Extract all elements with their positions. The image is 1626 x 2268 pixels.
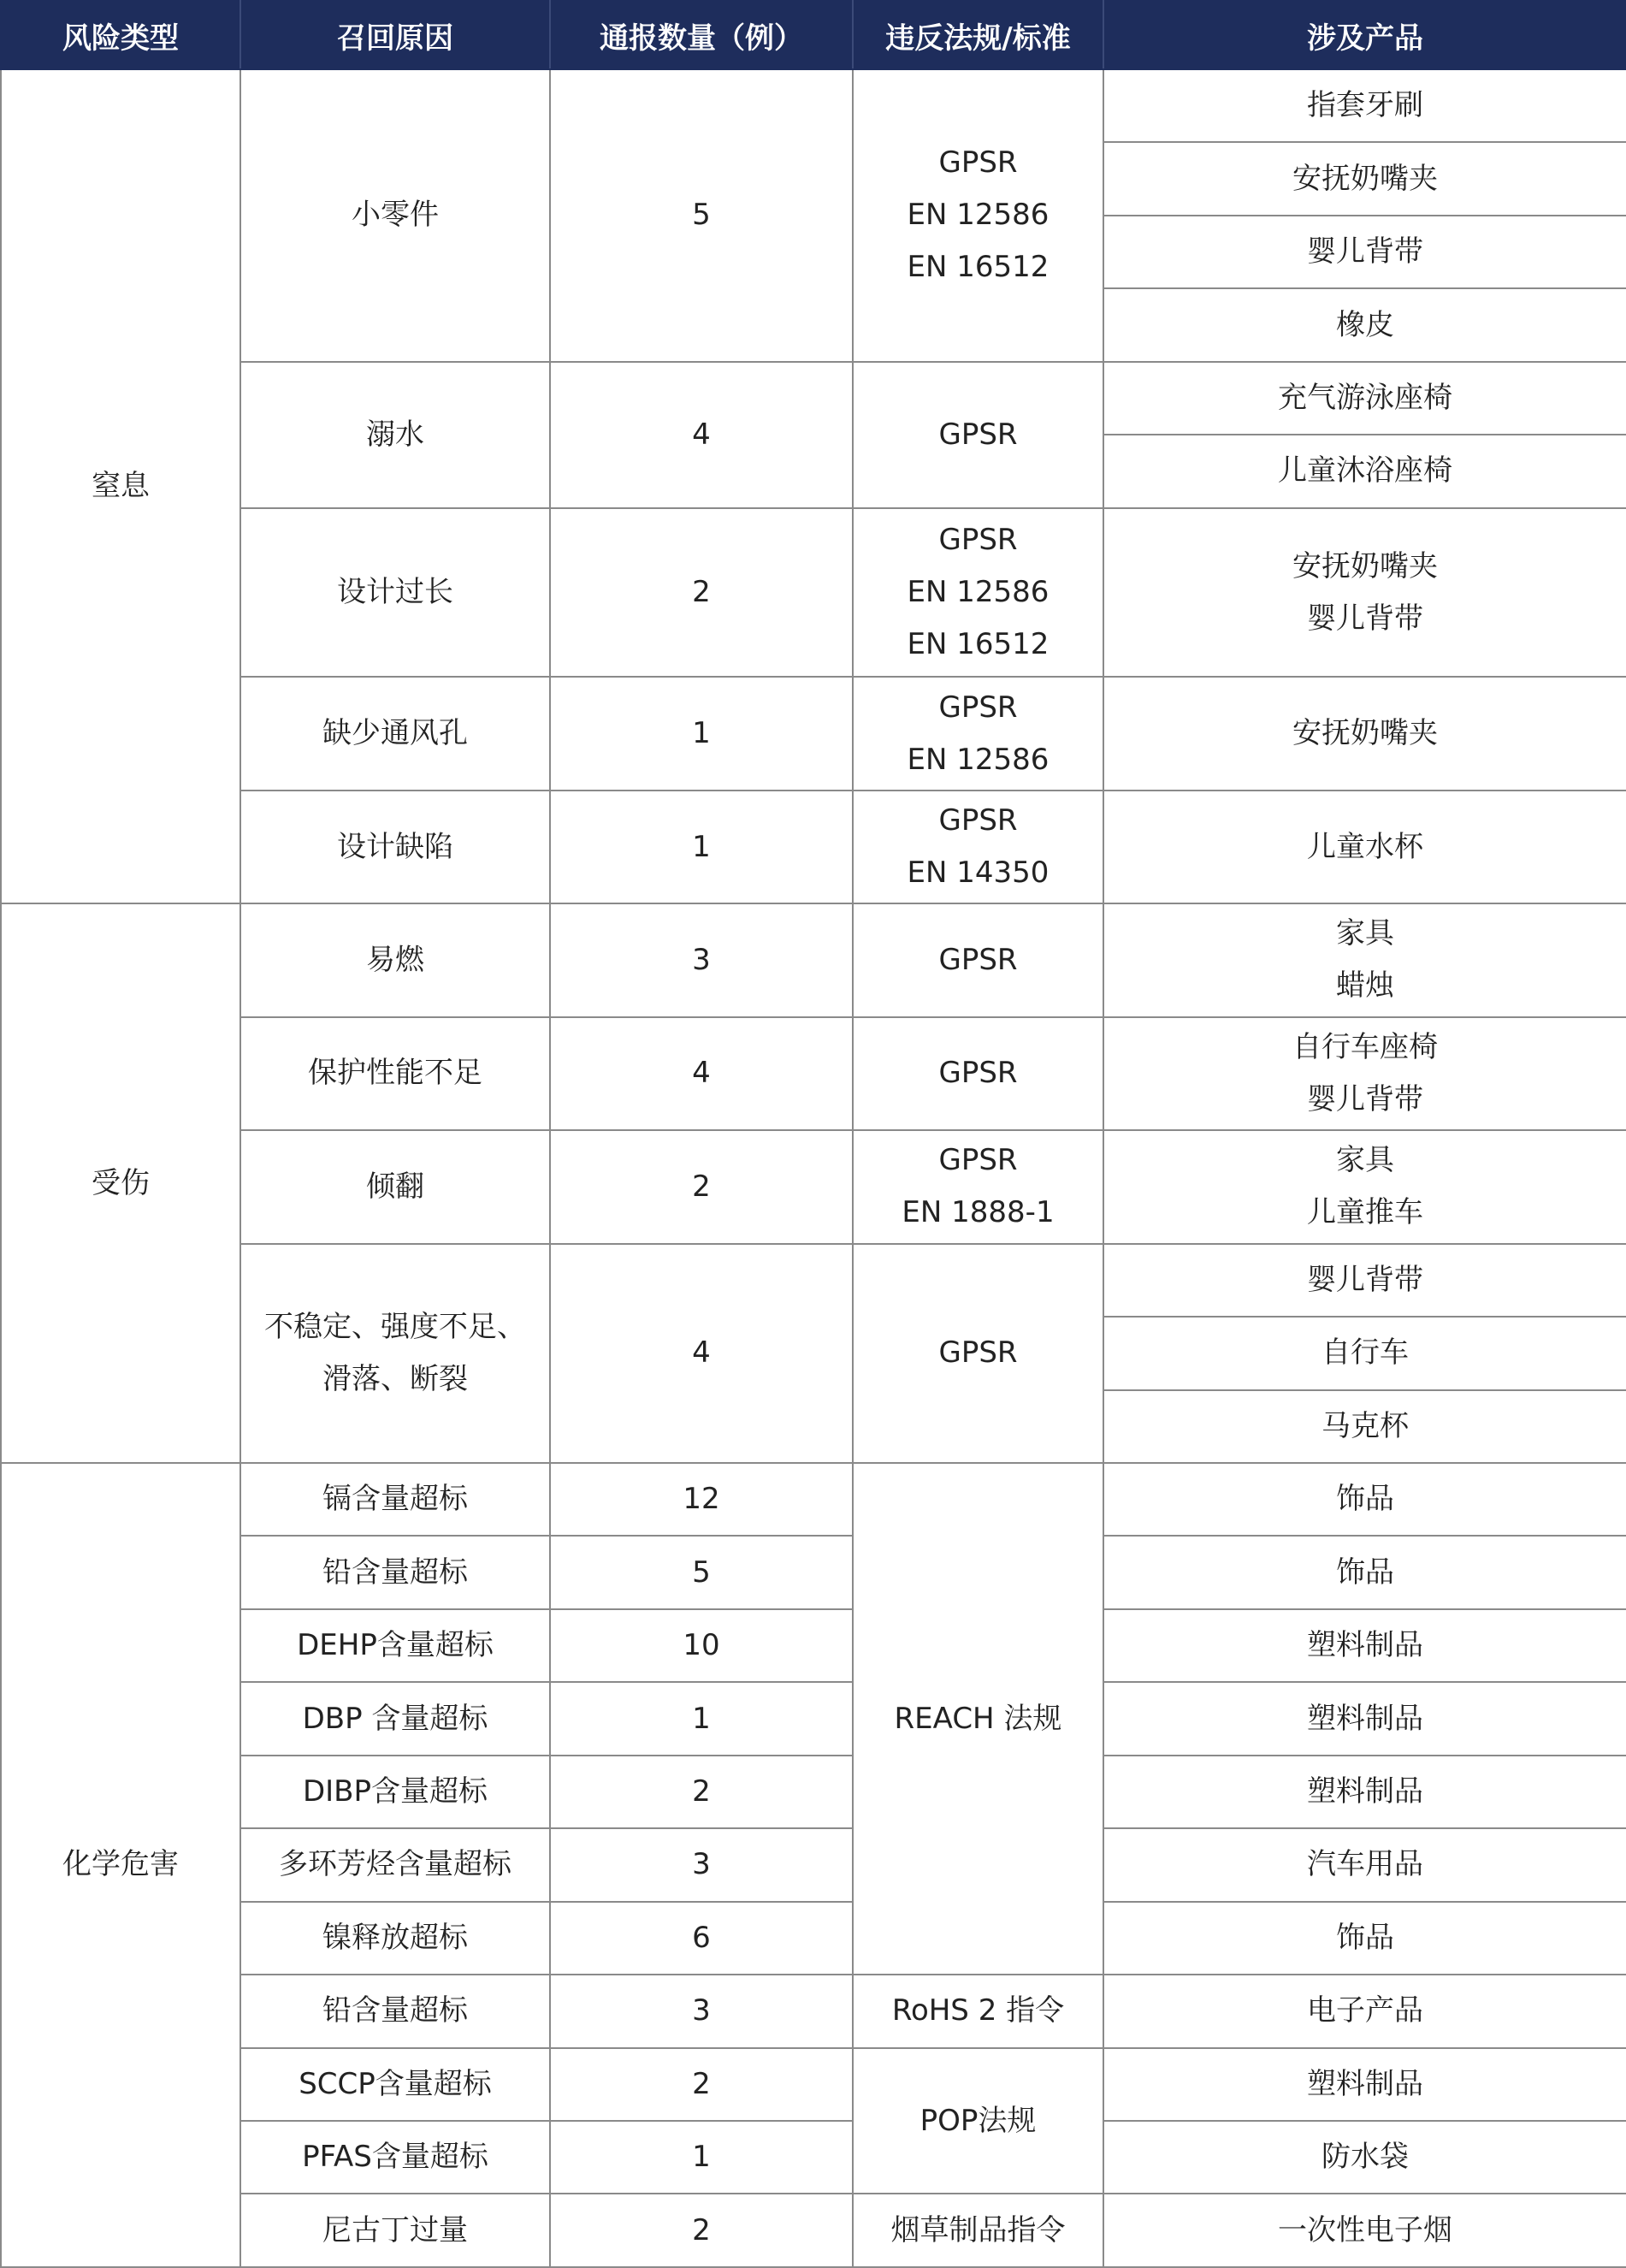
regulation-cell-line: GPSR bbox=[938, 145, 1018, 181]
count-cell: 5 bbox=[550, 1536, 853, 1608]
product-cell bbox=[1103, 1390, 1626, 1463]
product-cell-line: 安抚奶嘴夹 bbox=[1292, 161, 1438, 196]
regulation-cell-line: GPSR bbox=[938, 942, 1018, 977]
product-cell-line: 马克杯 bbox=[1321, 1408, 1409, 1443]
reason-cell-line: 保护性能不足 bbox=[308, 1056, 482, 1091]
count-cell: 5 bbox=[550, 69, 853, 362]
regulation-cell-line: GPSR bbox=[938, 417, 1018, 452]
header-row bbox=[1, 1, 1626, 69]
product-cell-line: 家具 bbox=[1336, 1143, 1394, 1178]
regulation-cell bbox=[853, 508, 1103, 678]
regulation-cell-line: EN 12586 bbox=[907, 575, 1050, 610]
table-row bbox=[1, 2048, 1626, 2121]
regulation-cell-line: EN 14350 bbox=[907, 856, 1050, 890]
risk-type-cell: 化学危害 bbox=[1, 1463, 240, 2267]
regulation-cell-line: GPSR bbox=[938, 803, 1018, 838]
count-cell: 1 bbox=[550, 1682, 853, 1755]
regulation-cell bbox=[853, 791, 1103, 903]
regulation-cell: RoHS 2 指令 bbox=[853, 1975, 1103, 2047]
table-body bbox=[1, 69, 1626, 2267]
header-recall-reason: 召回原因 bbox=[240, 1, 550, 69]
reason-cell bbox=[240, 1244, 550, 1463]
count-cell: 10 bbox=[550, 1609, 853, 1682]
table-row bbox=[1, 1130, 1626, 1243]
reason-cell bbox=[240, 903, 550, 1016]
product-cell: 塑料制品 bbox=[1103, 2048, 1626, 2121]
table-row bbox=[1, 903, 1626, 1016]
reason-cell: SCCP含量超标 bbox=[240, 2048, 550, 2121]
header-risk-type: 风险类型 bbox=[1, 1, 240, 69]
reason-cell: 镉含量超标 bbox=[240, 1463, 550, 1536]
product-cell bbox=[1103, 791, 1626, 903]
product-cell-line: 儿童推车 bbox=[1307, 1195, 1423, 1230]
product-cell-line: 婴儿背带 bbox=[1307, 601, 1423, 636]
table-row bbox=[1, 69, 1626, 142]
product-cell bbox=[1103, 142, 1626, 215]
header-products: 涉及产品 bbox=[1103, 1, 1626, 69]
product-cell: 汽车用品 bbox=[1103, 1828, 1626, 1901]
regulation-cell-line: GPSR bbox=[938, 523, 1018, 558]
product-cell bbox=[1103, 69, 1626, 142]
product-cell bbox=[1103, 1017, 1626, 1130]
table-row bbox=[1, 1244, 1626, 1317]
count-cell: 1 bbox=[550, 2121, 853, 2194]
risk-type-cell: 受伤 bbox=[1, 903, 240, 1463]
product-cell: 塑料制品 bbox=[1103, 1609, 1626, 1682]
count-cell: 3 bbox=[550, 1975, 853, 2047]
reason-cell-line: 溺水 bbox=[366, 417, 424, 452]
product-cell: 一次性电子烟 bbox=[1103, 2194, 1626, 2267]
count-cell: 2 bbox=[550, 1130, 853, 1243]
table-row bbox=[1, 1682, 1626, 1755]
regulation-cell bbox=[853, 69, 1103, 362]
regulation-cell-line: EN 1888-1 bbox=[902, 1195, 1055, 1230]
reason-cell-line: 小零件 bbox=[352, 198, 439, 233]
product-cell-line: 充气游泳座椅 bbox=[1278, 381, 1452, 416]
count-cell: 3 bbox=[550, 1828, 853, 1901]
reason-cell bbox=[240, 508, 550, 678]
table-row bbox=[1, 1017, 1626, 1130]
product-cell: 电子产品 bbox=[1103, 1975, 1626, 2047]
reason-cell-line: 易燃 bbox=[366, 942, 424, 977]
count-cell: 12 bbox=[550, 1463, 853, 1536]
table-row bbox=[1, 1756, 1626, 1828]
product-cell: 防水袋 bbox=[1103, 2121, 1626, 2194]
reason-cell-line: 不稳定、强度不足、 bbox=[264, 1309, 526, 1344]
reason-cell-line: 滑落、断裂 bbox=[322, 1361, 468, 1396]
table-row bbox=[1, 1463, 1626, 1536]
regulation-cell-line: GPSR bbox=[938, 690, 1018, 725]
table-row bbox=[1, 2194, 1626, 2267]
count-cell: 1 bbox=[550, 791, 853, 903]
product-cell-line: 婴儿背带 bbox=[1307, 1081, 1423, 1116]
regulation-cell: 烟草制品指令 bbox=[853, 2194, 1103, 2267]
regulation-cell-line: EN 16512 bbox=[907, 250, 1050, 285]
product-cell-line: 自行车座椅 bbox=[1292, 1029, 1438, 1064]
product-cell-line: 橡皮 bbox=[1336, 307, 1394, 342]
product-cell bbox=[1103, 288, 1626, 361]
product-cell bbox=[1103, 508, 1626, 678]
regulation-cell bbox=[853, 1244, 1103, 1463]
count-cell: 2 bbox=[550, 2048, 853, 2121]
reason-cell: 铅含量超标 bbox=[240, 1975, 550, 2047]
regulation-cell bbox=[853, 903, 1103, 1016]
table-row bbox=[1, 677, 1626, 790]
header-regulation: 违反法规/标准 bbox=[853, 1, 1103, 69]
count-cell: 4 bbox=[550, 1017, 853, 1130]
product-cell-line: 指套牙刷 bbox=[1307, 88, 1423, 123]
product-cell-line: 安抚奶嘴夹 bbox=[1292, 716, 1438, 751]
product-cell bbox=[1103, 216, 1626, 288]
regulation-cell-line: GPSR bbox=[938, 1056, 1018, 1091]
table-row bbox=[1, 1975, 1626, 2047]
regulation-cell-line: EN 16512 bbox=[907, 627, 1050, 662]
regulation-cell-line: GPSR bbox=[938, 1335, 1018, 1371]
product-cell bbox=[1103, 677, 1626, 790]
table-row bbox=[1, 1609, 1626, 1682]
reason-cell: PFAS含量超标 bbox=[240, 2121, 550, 2194]
product-cell: 塑料制品 bbox=[1103, 1682, 1626, 1755]
product-cell bbox=[1103, 435, 1626, 507]
product-cell bbox=[1103, 1317, 1626, 1389]
count-cell: 2 bbox=[550, 508, 853, 678]
product-cell-line: 儿童水杯 bbox=[1307, 829, 1423, 864]
regulation-cell: POP法规 bbox=[853, 2048, 1103, 2194]
product-cell bbox=[1103, 1244, 1626, 1317]
product-cell: 饰品 bbox=[1103, 1536, 1626, 1608]
product-cell bbox=[1103, 1130, 1626, 1243]
product-cell-line: 家具 bbox=[1336, 916, 1394, 951]
regulation-cell-line: EN 12586 bbox=[907, 742, 1050, 777]
reason-cell: 镍释放超标 bbox=[240, 1902, 550, 1975]
reason-cell-line: 缺少通风孔 bbox=[322, 716, 468, 751]
regulation-cell bbox=[853, 362, 1103, 508]
table-row bbox=[1, 362, 1626, 435]
product-cell-line: 安抚奶嘴夹 bbox=[1292, 548, 1438, 583]
table-row bbox=[1, 1902, 1626, 1975]
reason-cell-line: 设计缺陷 bbox=[337, 829, 453, 864]
reason-cell-line: 倾翻 bbox=[366, 1169, 424, 1204]
regulation-cell-line: EN 12586 bbox=[907, 198, 1050, 233]
reason-cell-line: 设计过长 bbox=[337, 575, 453, 610]
table-row bbox=[1, 1536, 1626, 1608]
product-cell bbox=[1103, 903, 1626, 1016]
count-cell: 2 bbox=[550, 1756, 853, 1828]
reason-cell bbox=[240, 362, 550, 508]
regulation-cell-line: GPSR bbox=[938, 1143, 1018, 1178]
product-cell: 饰品 bbox=[1103, 1902, 1626, 1975]
reason-cell bbox=[240, 69, 550, 362]
count-cell: 6 bbox=[550, 1902, 853, 1975]
regulation-cell: REACH 法规 bbox=[853, 1463, 1103, 1975]
count-cell: 2 bbox=[550, 2194, 853, 2267]
reason-cell bbox=[240, 1017, 550, 1130]
product-cell-line: 儿童沐浴座椅 bbox=[1278, 453, 1452, 489]
product-cell-line: 自行车 bbox=[1321, 1335, 1409, 1371]
count-cell: 4 bbox=[550, 362, 853, 508]
risk-type-cell: 窒息 bbox=[1, 69, 240, 903]
product-cell-line: 蜡烛 bbox=[1336, 968, 1394, 1004]
regulation-cell bbox=[853, 1017, 1103, 1130]
count-cell: 3 bbox=[550, 903, 853, 1016]
reason-cell: DIBP含量超标 bbox=[240, 1756, 550, 1828]
table-row bbox=[1, 2121, 1626, 2194]
reason-cell: 尼古丁过量 bbox=[240, 2194, 550, 2267]
reason-cell bbox=[240, 791, 550, 903]
count-cell: 4 bbox=[550, 1244, 853, 1463]
product-cell-line: 婴儿背带 bbox=[1307, 1262, 1423, 1297]
reason-cell bbox=[240, 1130, 550, 1243]
product-cell: 塑料制品 bbox=[1103, 1756, 1626, 1828]
reason-cell: DEHP含量超标 bbox=[240, 1609, 550, 1682]
product-cell: 饰品 bbox=[1103, 1463, 1626, 1536]
reason-cell: DBP 含量超标 bbox=[240, 1682, 550, 1755]
reason-cell: 铅含量超标 bbox=[240, 1536, 550, 1608]
header-report-count: 通报数量（例） bbox=[550, 1, 853, 69]
reason-cell bbox=[240, 677, 550, 790]
regulation-cell bbox=[853, 1130, 1103, 1243]
regulation-cell bbox=[853, 677, 1103, 790]
product-cell bbox=[1103, 362, 1626, 435]
table-row bbox=[1, 791, 1626, 903]
reason-cell: 多环芳烃含量超标 bbox=[240, 1828, 550, 1901]
product-cell-line: 婴儿背带 bbox=[1307, 234, 1423, 269]
table-row bbox=[1, 1828, 1626, 1901]
table-row bbox=[1, 508, 1626, 678]
count-cell: 1 bbox=[550, 677, 853, 790]
